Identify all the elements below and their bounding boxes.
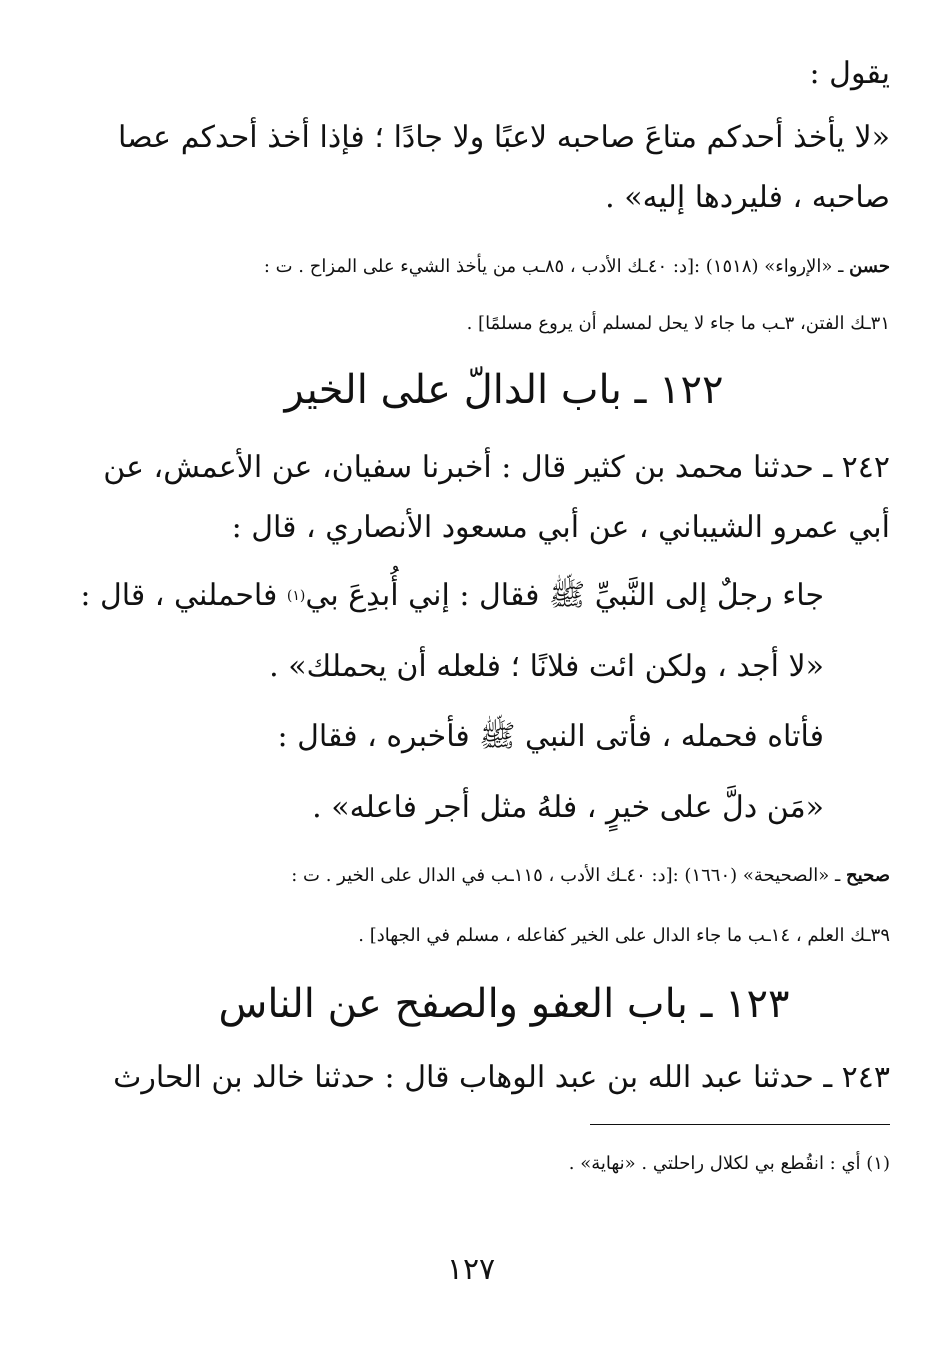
reference-line-1: ٣١ـك الفتن، ٣ـب ما جاء لا يحل لمسلم أن يروع مسلمًا] . bbox=[466, 313, 890, 334]
text-line-8-b: فاحملني ، قال : bbox=[80, 578, 287, 613]
text-line-9: «لا أجد ، ولكن ائت فلانًا ؛ فلعله أن يحملك» . bbox=[269, 649, 824, 684]
footnote-text: (١) أي : انقُطع بي لكلال راحلتي . «نهاية» . bbox=[568, 1153, 890, 1174]
chapter-heading-122: ١٢٢ ـ باب الدالّ على الخير bbox=[284, 367, 724, 413]
grade-reference: ـ «الإرواء» (١٥١٨) :[د: ٤٠ـك الأدب ، ٨٥ـب من يأخذ الشيء على المزاح . ت : bbox=[263, 256, 850, 277]
text-line-14: ٢٤٣ ـ حدثنا عبد الله بن عبد الوهاب قال : حدثنا خالد بن الحارث bbox=[113, 1060, 890, 1095]
text-line-1: يقول : bbox=[809, 56, 890, 91]
text-line-2: «لا يأخذ أحدكم متاعَ صاحبه لاعبًا ولا جادًا ؛ فإذا أخذ أحدكم عصا bbox=[118, 120, 890, 155]
text-line-6: ٢٤٢ ـ حدثنا محمد بن كثير قال : أخبرنا سفيان، عن الأعمش، عن bbox=[103, 450, 890, 485]
grade-label: صحيح bbox=[846, 865, 890, 886]
footnote-marker: (١) bbox=[286, 588, 306, 604]
text-line-10: فأتاه فحمله ، فأتى النبي ﷺ فأخبره ، فقال : bbox=[277, 719, 824, 754]
text-line-8 bbox=[80, 574, 824, 618]
grade-label: حسن bbox=[849, 256, 890, 277]
hadith-grade-line-2 bbox=[118, 862, 890, 890]
text-line-7: أبي عمرو الشيباني ، عن أبي مسعود الأنصاري ، قال : bbox=[231, 510, 890, 545]
reference-line-2: ٣٩ـك العلم ، ١٤ـب ما جاء الدال على الخير كفاعله ، مسلم في الجهاد] . bbox=[358, 925, 890, 946]
chapter-heading-123: ١٢٣ ـ باب العفو والصفح عن الناس bbox=[218, 981, 790, 1027]
text-line-3: صاحبه ، فليردها إليه» . bbox=[605, 180, 890, 215]
hadith-grade-line-1 bbox=[118, 253, 890, 281]
grade-reference: ـ «الصحيحة» (١٦٦٠) :[د: ٤٠ـك الأدب ، ١١٥ـب في الدال على الخير . ت : bbox=[291, 865, 847, 886]
text-line-8-a: جاء رجلٌ إلى النَّبيِّ ﷺ فقال : إني أُبدِعَ بي bbox=[305, 578, 824, 613]
page-number: ١٢٧ bbox=[446, 1252, 496, 1287]
footnote-divider bbox=[590, 1124, 890, 1125]
text-line-11: «مَن دلَّ على خيرٍ ، فلهُ مثل أجر فاعله» . bbox=[312, 790, 824, 825]
